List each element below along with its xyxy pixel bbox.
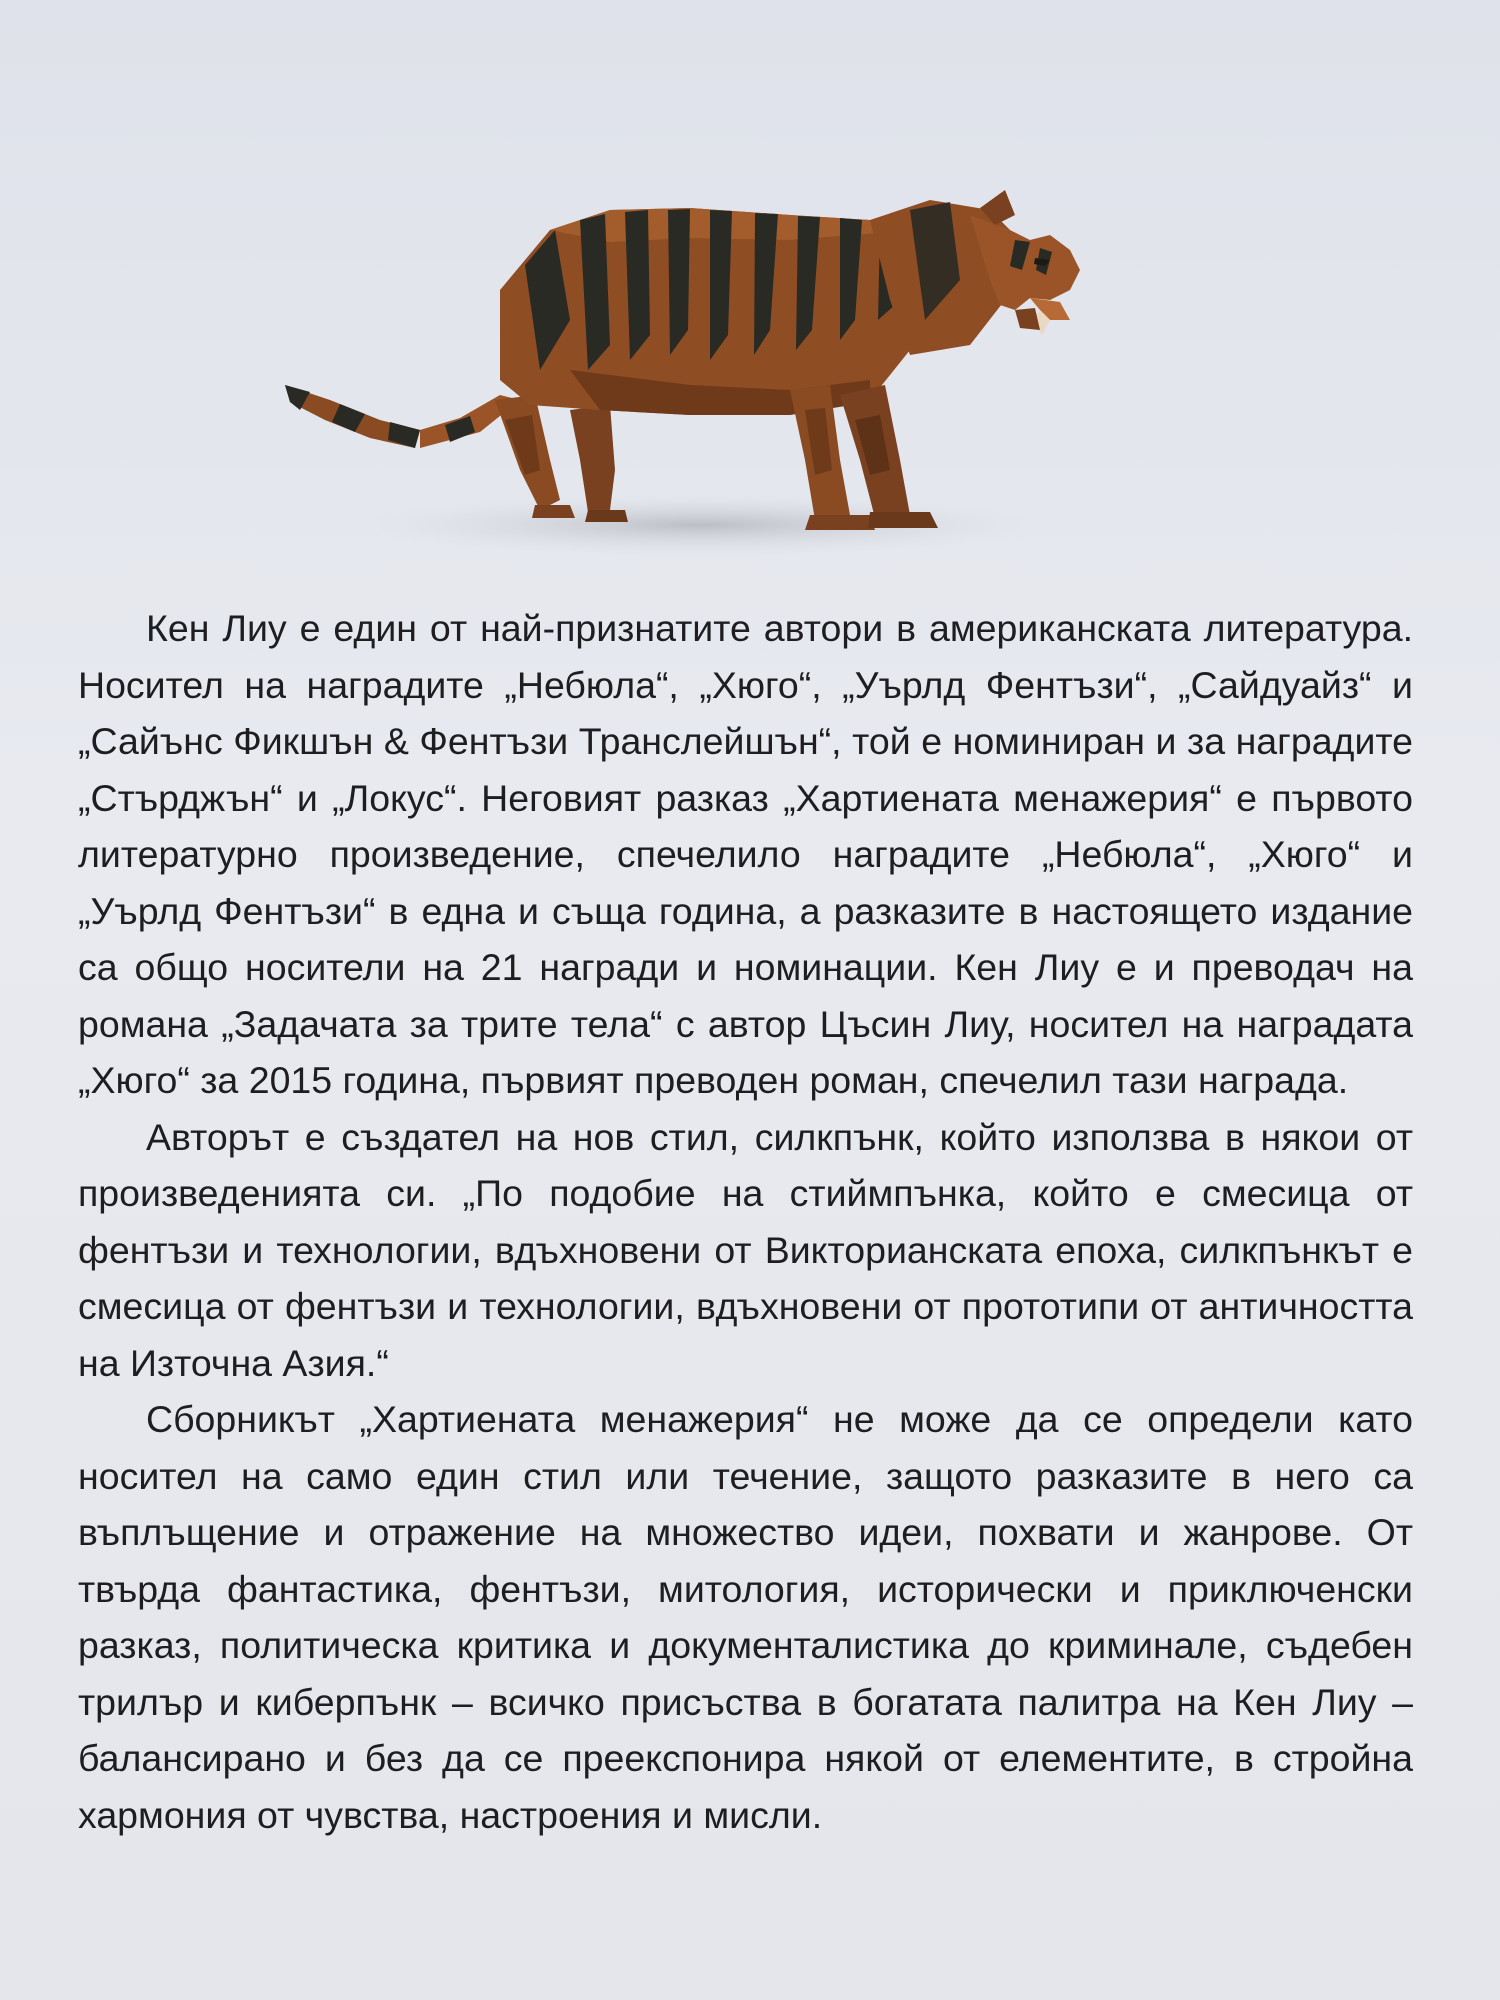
book-description	[78, 600, 1413, 1843]
paragraph-collection: Сборникът „Хартиената менажерия“ не може да се определи като носител на само един стил или течение, защото разказите в него са въплъщение и отражение на множество идеи, похвати и жанрове. От твърда фантастика, фентъзи, митология, исторически и приключенски разказ, политическа критика и документалистика до криминале, съдебен трилър и киберпънк – всичко присъства в богатата палитра на Кен Лиу – балансирано и без да се преекспонира някой от елементите, в стройна хармония от чувства, настроения и мисли.	[78, 1398, 1413, 1836]
paragraph-silkpunk: Авторът е създател на нов стил, силкпънк, който използва в някои от произведенията си. „По подобие на стиймпънка, който е смесица от фентъзи и технологии, вдъхновени от Викторианската епоха, силкпънкът е смесица от фентъзи и технологии, вдъхновени от прототипи от античността на Източна Азия.“	[78, 1115, 1413, 1384]
paragraph-author-bio: Кен Лиу е един от най-признатите автори в американската литература. Носител на наградите „Небюла“, „Хюго“, „Уърлд Фентъзи“, „Сайдуайз“ и „Сайънс Фикшън & Фентъзи Транслейшън“, той е номиниран и за наградите „Стърджън“ и „Локус“. Неговият разказ „Хартиената менажерия“ е първото литературно произведение, спечелило наградите „Небюла“, „Хюго“ и „Уърлд Фентъзи“ в една и съща година, а разказите в настоящето издание са общо носители на 21 награди и номинации. Кен Лиу е и преводач на романа „Задачата за трите тела“ с автор Цъсин Лиу, носител на наградата „Хюго“ за 2015 година, първият преводен роман, спечелил тази награда.	[78, 607, 1413, 1101]
origami-tiger-icon	[270, 170, 1170, 570]
